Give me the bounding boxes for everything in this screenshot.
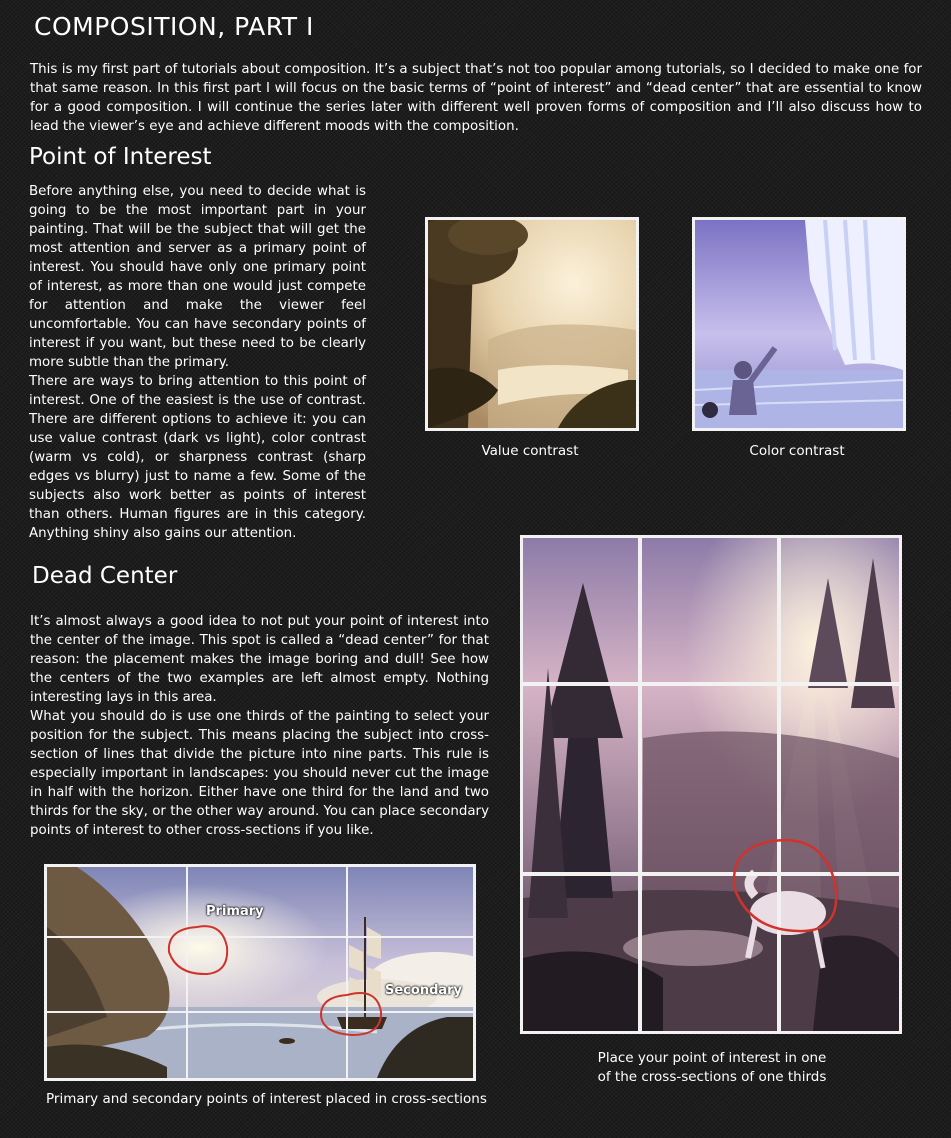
poi-text bbox=[29, 182, 366, 543]
secondary-label: Secondary bbox=[385, 983, 463, 998]
dead-center-text bbox=[30, 612, 489, 840]
value-contrast-image bbox=[425, 217, 639, 431]
poi-heading: Point of Interest bbox=[29, 144, 212, 170]
color-contrast-image bbox=[692, 217, 906, 431]
page-title: COMPOSITION, PART I bbox=[34, 12, 314, 41]
value-contrast-caption: Value contrast bbox=[481, 443, 579, 459]
forest-thirds-image bbox=[520, 535, 902, 1034]
forest-caption bbox=[580, 1049, 844, 1087]
color-contrast-caption: Color contrast bbox=[749, 443, 845, 459]
forest-caption-line-1: Place your point of interest in one bbox=[597, 1050, 827, 1066]
landscape-caption: Primary and secondary points of interest placed in cross-sections bbox=[46, 1091, 487, 1107]
dead-center-paragraph-2: What you should do is use one thirds of the painting to select your position for the subject. This means placing the subject into cross-section of lines that divide the picture into nine parts. This rule is especially important in landscapes: you should never cut the image in half with the horizon. Either have one third for the land and two thirds for the sky, or the other way around. You can place secondary points of interest to other cross-sections if you like. bbox=[30, 709, 489, 838]
forest-caption-line-2: of the cross-sections of one thirds bbox=[597, 1069, 827, 1085]
landscape-thirds-image bbox=[44, 864, 476, 1081]
poi-paragraph-2: There are ways to bring attention to this point of interest. One of the easiest is the use of contrast. There are different options to achieve it: you can use value contrast (dark vs light), color contrast (warm vs cold), or sharpness contrast (sharp edges vs blurry) just to name a few. Some of the subjects also work better as points of interest than others. Human figures are in this category. Anything shiny also gains our attention. bbox=[29, 374, 366, 541]
poi-paragraph-1: Before anything else, you need to decide what is going to be the most important part in your painting. That will be the subject that will get the most attention and server as a primary point of interest. You should have only one primary point of interest, as more than one would just compete for attention and make the viewer feel uncomfortable. You can have secondary points of interest if you want, but these need to be clearly more subtle than the primary. bbox=[29, 184, 366, 370]
intro-paragraph: This is my first part of tutorials about composition. It’s a subject that’s not too popular among tutorials, so I decided to make one for that same reason. In this first part I will focus on the basic terms of “point of interest” and “dead center” that are essential to know for a good composition. I will continue the series later with different well proven forms of composition and I’ll also discuss how to lead the viewer’s eye and achieve different moods with the composition. bbox=[30, 62, 922, 134]
dead-center-paragraph-1: It’s almost always a good idea to not put your point of interest into the center of the image. This spot is called a “dead center” for that reason: the placement makes the image boring and dull! See how the centers of the two examples are left almost empty. Nothing interesting lays in this area. bbox=[30, 614, 489, 705]
primary-label: Primary bbox=[206, 904, 264, 919]
dead-center-heading: Dead Center bbox=[32, 563, 178, 589]
